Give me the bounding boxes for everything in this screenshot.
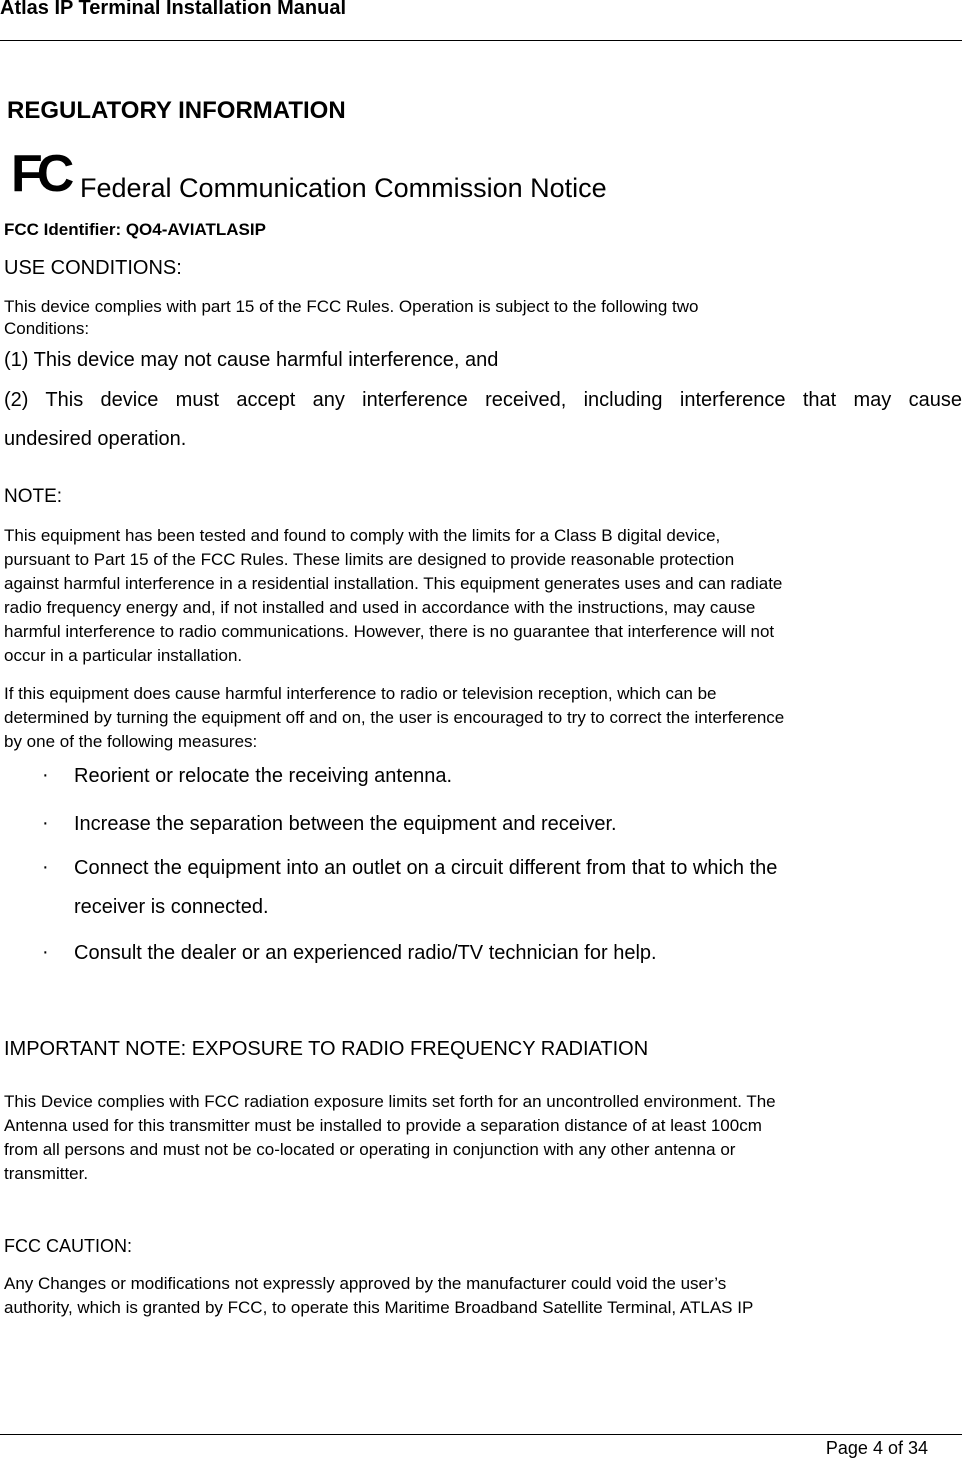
condition-2-line1: (2) This device must accept any interference received, including interference that may cause: [4, 389, 962, 411]
condition-2-line2: undesired operation.: [4, 428, 187, 450]
measure-item: Connect the equipment into an outlet on a circuit different from that to which the: [74, 857, 778, 879]
note-para2: [4, 682, 784, 754]
fcc-logo-icon: [9, 147, 79, 197]
note-para1-line: occur in a particular installation.: [4, 646, 243, 665]
caution-label: FCC CAUTION:: [4, 1236, 132, 1256]
note-para2-line: If this equipment does cause harmful interference to radio or television reception, which can be: [4, 684, 717, 703]
note-para1-line: against harmful interference in a residential installation. This equipment generates uses and can radiate: [4, 574, 783, 593]
note-label: NOTE:: [4, 486, 63, 507]
note-para2-line: determined by turning the equipment off and on, the user is encouraged to try to correct the interference: [4, 708, 785, 727]
notice-heading: Federal Communication Commission Notice: [80, 173, 607, 203]
rf-exposure-line: Antenna used for this transmitter must be installed to provide a separation distance of at least 100cm: [4, 1116, 762, 1135]
measure-item: Consult the dealer or an experienced radio/TV technician for help.: [74, 942, 657, 964]
document-header-title: Atlas IP Terminal Installation Manual: [0, 0, 347, 19]
use-conditions-label: USE CONDITIONS:: [4, 257, 182, 279]
rf-exposure-heading: IMPORTANT NOTE: EXPOSURE TO RADIO FREQUENCY RADIATION: [4, 1038, 649, 1060]
caution-line: Any Changes or modifications not expressly approved by the manufacturer could void the user’s: [4, 1274, 727, 1293]
footer-divider: [0, 1434, 962, 1435]
note-para1: [4, 524, 782, 668]
section-title: REGULATORY INFORMATION: [7, 97, 346, 124]
rf-exposure-line: transmitter.: [4, 1164, 89, 1183]
note-para1-line: pursuant to Part 15 of the FCC Rules. These limits are designed to provide reasonable protection: [4, 550, 735, 569]
measure-item: Reorient or relocate the receiving antenna.: [74, 765, 453, 787]
note-para2-line: by one of the following measures:: [4, 732, 258, 751]
bullet-icon: ·: [42, 812, 49, 834]
bullet-icon: ·: [42, 941, 49, 963]
note-para1-line: harmful interference to radio communications. However, there is no guarantee that interference will not: [4, 622, 775, 641]
measure-item-continuation: receiver is connected.: [74, 896, 269, 918]
use-conditions-intro-line1: This device complies with part 15 of the FCC Rules. Operation is subject to the following two: [4, 297, 699, 316]
use-conditions-intro-line2: Conditions:: [4, 319, 90, 338]
rf-exposure-line: from all persons and must not be co-located or operating in conjunction with any other antenna or: [4, 1140, 736, 1159]
rf-exposure-text: [4, 1090, 776, 1186]
rf-exposure-line: This Device complies with FCC radiation exposure limits set forth for an uncontrolled environment. The: [4, 1092, 776, 1111]
measure-item: Increase the separation between the equipment and receiver.: [74, 813, 617, 835]
caution-line: authority, which is granted by FCC, to operate this Maritime Broadband Satellite Terminal, ATLAS IP: [4, 1298, 754, 1317]
bullet-icon: ·: [42, 856, 49, 878]
condition-1: (1) This device may not cause harmful interference, and: [4, 349, 499, 371]
header-divider: [0, 40, 962, 41]
fcc-logo-text: FC: [11, 147, 69, 197]
caution-text: [4, 1272, 753, 1320]
bullet-icon: ·: [42, 764, 49, 786]
page-number: Page 4 of 34: [825, 1438, 928, 1458]
fcc-identifier: FCC Identifier: QO4-AVIATLASIP: [4, 220, 266, 239]
note-para1-line: radio frequency energy and, if not installed and used in accordance with the instructions, may cause: [4, 598, 756, 617]
note-para1-line: This equipment has been tested and found to comply with the limits for a Class B digital device,: [4, 526, 721, 545]
